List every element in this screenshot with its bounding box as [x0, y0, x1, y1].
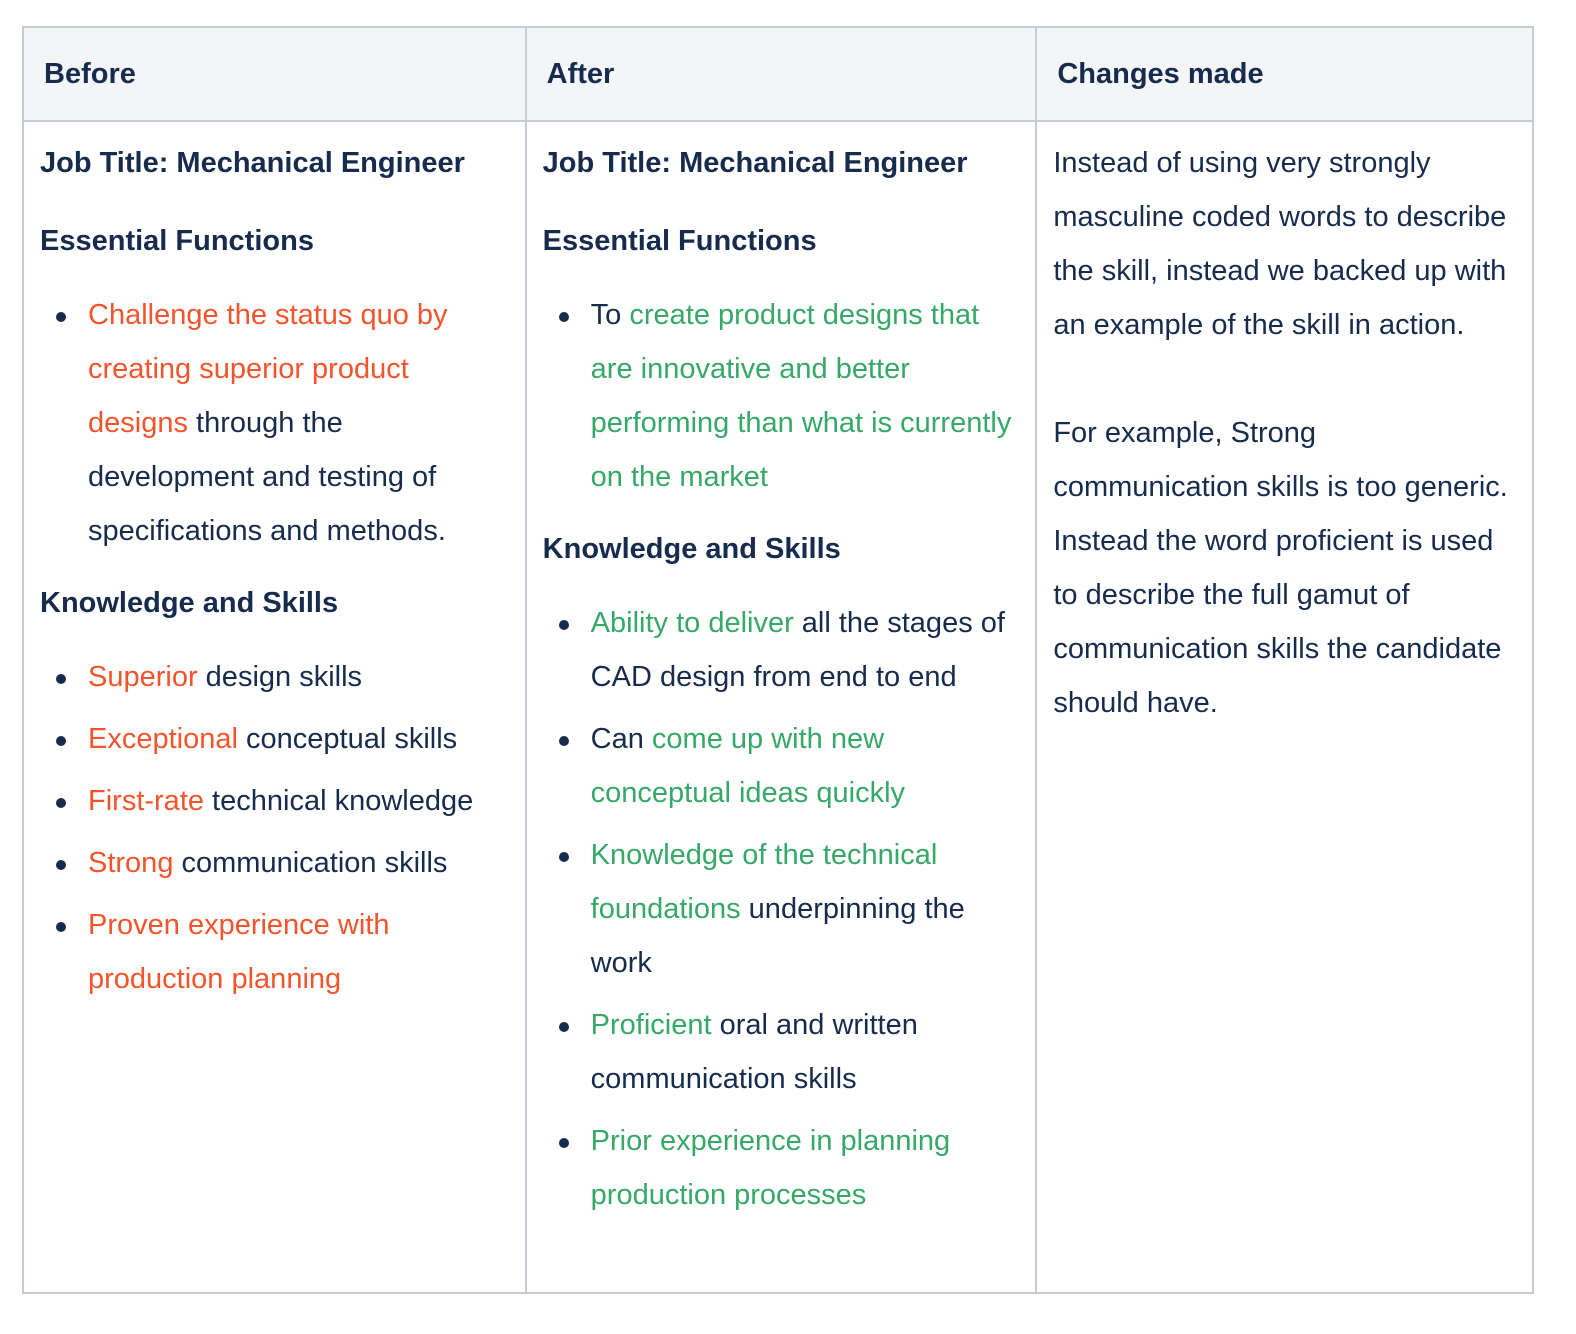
- after-cell: [526, 121, 1037, 1293]
- removed-phrase: Superior: [88, 661, 198, 693]
- list-item: [88, 650, 509, 704]
- item-text: underpinning the work: [590, 893, 965, 979]
- header-before: Before: [23, 27, 526, 121]
- added-phrase: create product designs that are innovative and better performing than what is currently on the market: [590, 299, 1012, 493]
- added-phrase: Ability to deliver: [590, 607, 794, 639]
- list-item: [591, 998, 1020, 1106]
- changes-paragraph-2: For example, Strong communication skills is too generic. Instead the word proficient is used to describe the full gamut of communication skills the candidate should have.: [1053, 417, 1508, 719]
- bullet-icon: [56, 798, 66, 808]
- bullet-icon: [56, 860, 66, 870]
- before-job-title: Job Title: Mechanical Engineer: [40, 147, 465, 179]
- after-essential-list: [543, 288, 1020, 504]
- before-skills-list: [40, 650, 509, 1006]
- bullet-icon: [56, 922, 66, 932]
- before-cell: [23, 121, 526, 1293]
- item-text: communication skills: [173, 847, 448, 879]
- before-essential-list: [40, 288, 509, 558]
- bullet-icon: [56, 312, 66, 322]
- after-skills-list: [543, 596, 1020, 1222]
- list-item: [591, 596, 1020, 704]
- added-phrase: come up with new conceptual ideas quickly: [590, 723, 906, 809]
- header-row: [23, 27, 1533, 121]
- before-skills-heading: Knowledge and Skills: [40, 587, 339, 619]
- after-skills-heading: Knowledge and Skills: [542, 533, 841, 565]
- item-text: all the stages of CAD design from end to end: [590, 607, 1005, 693]
- changes-paragraph-1: Instead of using very strongly masculine coded words to describe the skill, instead we backed up with an example of the skill in action.: [1053, 147, 1507, 341]
- list-item: [591, 828, 1020, 990]
- list-item: [591, 712, 1020, 820]
- removed-phrase: Exceptional: [88, 723, 238, 755]
- bullet-icon: [56, 674, 66, 684]
- item-text: through the development and testing of specifications and methods.: [88, 407, 446, 547]
- item-text: technical knowledge: [204, 785, 474, 817]
- item-lead-text: Can: [590, 723, 652, 755]
- comparison-table: [22, 26, 1534, 1294]
- added-phrase: Prior experience in planning production processes: [590, 1125, 951, 1211]
- removed-phrase: Challenge the status quo by creating superior product designs: [88, 299, 448, 439]
- changes-cell: [1036, 121, 1533, 1293]
- list-item: [591, 1114, 1020, 1222]
- bullet-icon: [559, 620, 569, 630]
- list-item: [591, 288, 1020, 504]
- list-item: [88, 836, 509, 890]
- after-essential-heading: Essential Functions: [542, 225, 817, 257]
- bullet-icon: [559, 852, 569, 862]
- item-lead-text: To: [590, 299, 630, 331]
- list-item: [88, 288, 509, 558]
- bullet-icon: [559, 1022, 569, 1032]
- header-changes-made: Changes made: [1036, 27, 1533, 121]
- list-item: [88, 898, 509, 1006]
- header-after: After: [526, 27, 1037, 121]
- removed-phrase: First-rate: [88, 785, 204, 817]
- bullet-icon: [559, 1138, 569, 1148]
- removed-phrase: Strong: [88, 847, 174, 879]
- removed-phrase: Proven experience with production planning: [88, 909, 390, 995]
- item-text: design skills: [197, 661, 363, 693]
- after-job-title: Job Title: Mechanical Engineer: [542, 147, 968, 179]
- bullet-icon: [559, 312, 569, 322]
- added-phrase: Knowledge of the technical foundations: [590, 839, 938, 925]
- item-text: oral and written communication skills: [590, 1009, 918, 1095]
- bullet-icon: [56, 736, 66, 746]
- content-row: [23, 121, 1533, 1293]
- added-phrase: Proficient: [590, 1009, 712, 1041]
- item-text: conceptual skills: [237, 723, 458, 755]
- bullet-icon: [559, 736, 569, 746]
- list-item: [88, 712, 509, 766]
- before-essential-heading: Essential Functions: [40, 225, 314, 257]
- list-item: [88, 774, 509, 828]
